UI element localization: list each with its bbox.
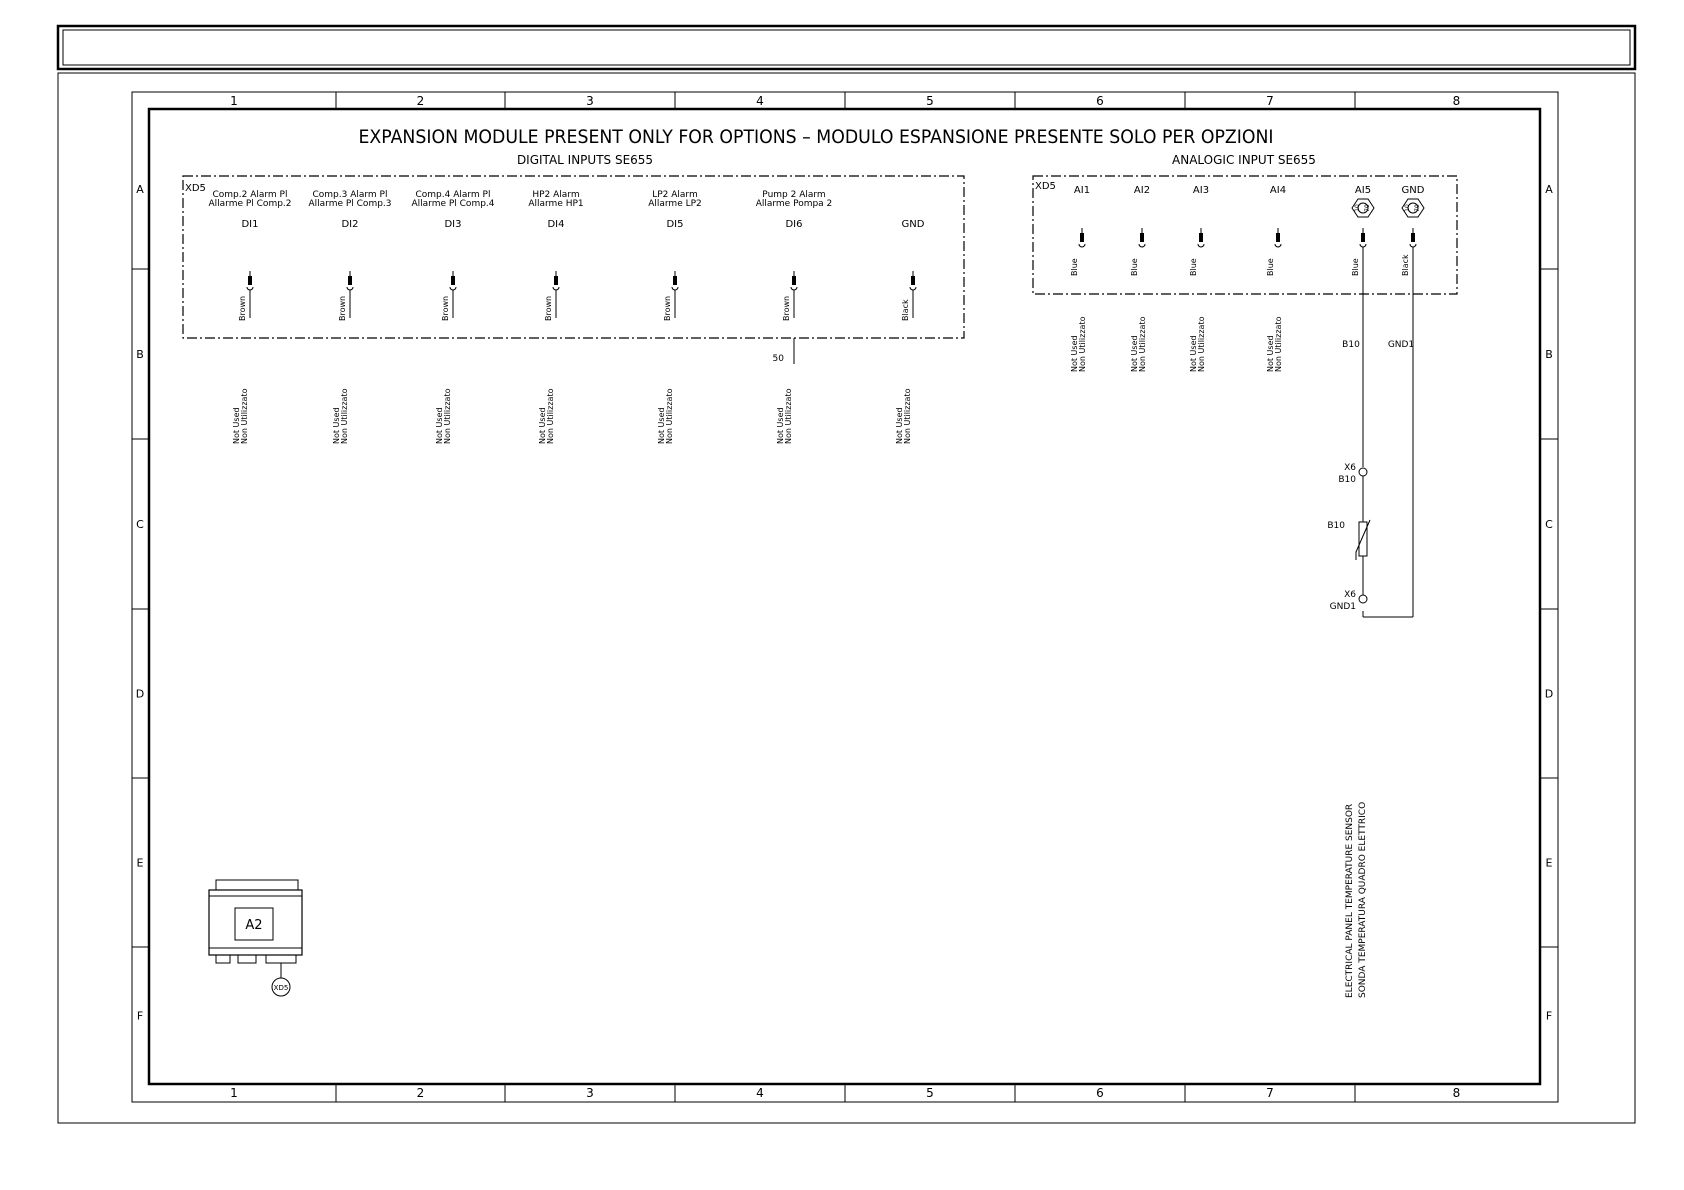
wire-color-label: Brown — [338, 295, 347, 321]
thermistor-b10 — [1359, 522, 1367, 556]
sensor-description-it: SONDA TEMPERATURA QUADRO ELETTRICO — [1358, 801, 1368, 998]
status-label-it: Non Utilizzato — [665, 388, 674, 444]
digital-input-di1 — [208, 190, 291, 444]
column-label-top: 8 — [1452, 94, 1461, 108]
terminal-label: DI3 — [444, 219, 462, 230]
sensor-b10-label: B10 — [1327, 521, 1345, 531]
column-label-bottom: 8 — [1452, 1086, 1461, 1100]
row-label-left: E — [136, 856, 144, 870]
connector-pin — [1411, 233, 1415, 242]
terminal-b10-label: B10 — [1338, 475, 1356, 485]
sensor-description-en: ELECTRICAL PANEL TEMPERATURE SENSOR — [1345, 803, 1355, 998]
analog-input-ai3 — [1189, 185, 1209, 372]
wire-color-label: Blue — [1070, 258, 1079, 276]
status-label: Not Used — [1130, 335, 1139, 372]
terminal-label: GND — [901, 219, 925, 230]
status-label-it: Non Utilizzato — [1197, 316, 1206, 372]
terminal-label: AI5 — [1354, 185, 1372, 196]
analog-inputs-section — [1033, 153, 1457, 998]
column-label-top: 1 — [230, 94, 238, 108]
status-label: Not Used — [332, 407, 341, 444]
status-label-it: Non Utilizzato — [340, 388, 349, 444]
status-label: Not Used — [1266, 335, 1275, 372]
row-label-left: A — [136, 183, 144, 196]
column-label-top: 2 — [416, 94, 425, 108]
column-label-bottom: 6 — [1096, 1086, 1104, 1100]
input-description-it: Allarme Pl Comp.2 — [208, 199, 292, 209]
ferrule-number: 70 — [1364, 204, 1371, 212]
ferrule-number: 70 — [1414, 204, 1421, 212]
ferrule-icon — [1352, 199, 1374, 217]
row-label-left: C — [136, 518, 144, 531]
digital-input-gnd — [895, 219, 925, 444]
column-label-top: 5 — [926, 94, 934, 108]
connector-pin — [348, 276, 352, 285]
input-description-it: Allarme LP2 — [648, 199, 702, 209]
connector-pin — [1140, 233, 1144, 242]
wire-color-label: Blue — [1130, 258, 1139, 276]
terminal-label: AI1 — [1073, 185, 1091, 196]
status-label: Not Used — [435, 407, 444, 444]
status-label: Not Used — [1189, 335, 1198, 372]
status-label-it: Non Utilizzato — [1274, 316, 1283, 372]
status-label-it: Non Utilizzato — [1078, 316, 1087, 372]
terminal-label: AI2 — [1133, 185, 1151, 196]
wire-color-label: Black — [901, 299, 910, 321]
ferrule-number: 10 — [1354, 204, 1361, 212]
analog-inputs-header: ANALOGIC INPUT SE655 — [1172, 153, 1316, 167]
terminal-label: DI2 — [341, 219, 359, 230]
analog-input-ai1 — [1070, 185, 1090, 372]
connector-pin — [1199, 233, 1203, 242]
column-label-bottom: 7 — [1266, 1086, 1274, 1100]
wire-color-label: Blue — [1351, 258, 1360, 276]
row-label-left: D — [135, 687, 145, 701]
digital-inputs-header: DIGITAL INPUTS SE655 — [516, 153, 654, 167]
status-label: Not Used — [657, 407, 666, 444]
analog-xd5-box — [1033, 176, 1457, 294]
terminal-label: GND — [1401, 185, 1425, 196]
status-label-it: Non Utilizzato — [240, 388, 249, 444]
status-label-it: Non Utilizzato — [903, 388, 912, 444]
wire-b10-label: B10 — [1342, 340, 1360, 350]
row-label-right: C — [1545, 518, 1553, 531]
terminal-gnd1-label: GND1 — [1329, 602, 1356, 612]
terminal-label: DI1 — [241, 219, 259, 230]
wire-color-label: Brown — [238, 295, 247, 321]
wire-color-label: Brown — [782, 295, 791, 321]
wire-color-label: Brown — [441, 295, 450, 321]
connector-pin — [673, 276, 677, 285]
connector-pin — [1276, 233, 1280, 242]
digital-xd5-label: XD5 — [185, 183, 206, 194]
module-label: A2 — [245, 918, 263, 933]
module-a2 — [209, 880, 302, 996]
sensor-circuit — [1327, 247, 1414, 998]
terminal-label: DI4 — [547, 219, 565, 230]
row-label-right: B — [1545, 348, 1553, 361]
connector-pin — [554, 276, 558, 285]
digital-input-di3 — [411, 190, 494, 444]
connector-pin — [248, 276, 252, 285]
column-label-bottom: 3 — [586, 1086, 594, 1100]
input-description-it: Allarme Pl Comp.4 — [411, 199, 495, 209]
digital-input-di6 — [756, 190, 833, 444]
column-label-bottom: 4 — [756, 1086, 764, 1100]
input-description-it: Allarme Pl Comp.3 — [308, 199, 392, 209]
connector-pin — [792, 276, 796, 285]
diagram-title: EXPANSION MODULE PRESENT ONLY FOR OPTIONS – MODULO ESPANSIONE PRESENTE SOLO PER OPZIONI — [358, 126, 1274, 148]
analog-input-ai2 — [1130, 185, 1150, 372]
terminal-x6-label-top: X6 — [1344, 463, 1356, 473]
status-label: Not Used — [1070, 335, 1079, 372]
terminal-label: AI3 — [1192, 185, 1210, 196]
sheet-border — [58, 73, 1635, 1123]
module-connector-label: XD5 — [273, 984, 289, 992]
status-label-it: Non Utilizzato — [784, 388, 793, 444]
analog-input-ai4 — [1266, 185, 1286, 372]
wire-color-label: Brown — [544, 295, 553, 321]
connector-pin — [1080, 233, 1084, 242]
input-description-it: Allarme Pompa 2 — [755, 199, 833, 209]
wire-50-label: 50 — [772, 354, 784, 364]
input-description: Comp.2 Alarm Pl — [212, 190, 288, 200]
input-description-it: Allarme HP1 — [528, 199, 584, 209]
digital-input-di5 — [648, 190, 702, 444]
title-block — [58, 26, 1635, 69]
row-label-left: F — [136, 1009, 144, 1023]
row-label-right: E — [1545, 856, 1553, 870]
wire-color-label: Black — [1401, 254, 1410, 276]
status-label: Not Used — [232, 407, 241, 444]
column-label-bottom: 5 — [926, 1086, 934, 1100]
wire-color-label: Blue — [1189, 258, 1198, 276]
digital-input-di4 — [528, 190, 583, 444]
wire-color-label: Blue — [1266, 258, 1275, 276]
input-description: HP2 Alarm — [532, 190, 580, 200]
row-label-right: F — [1545, 1009, 1553, 1023]
terminal-x6-label-bottom: X6 — [1344, 590, 1356, 600]
connector-pin — [1361, 233, 1365, 242]
input-description: Comp.3 Alarm Pl — [312, 190, 388, 200]
column-label-bottom: 1 — [230, 1086, 238, 1100]
input-description: Comp.4 Alarm Pl — [415, 190, 491, 200]
column-label-top: 4 — [756, 94, 764, 108]
column-label-top: 7 — [1266, 94, 1274, 108]
status-label-it: Non Utilizzato — [546, 388, 555, 444]
status-label: Not Used — [776, 407, 785, 444]
column-label-bottom: 2 — [416, 1086, 425, 1100]
status-label: Not Used — [895, 407, 904, 444]
wire-gnd1-label: GND1 — [1387, 340, 1415, 350]
row-label-left: B — [136, 348, 144, 361]
terminal-x6-gnd1 — [1359, 595, 1367, 603]
column-label-top: 6 — [1096, 94, 1104, 108]
row-label-right: A — [1545, 183, 1553, 196]
input-description: LP2 Alarm — [652, 190, 698, 200]
terminal-x6-b10 — [1359, 468, 1367, 476]
connector-pin — [451, 276, 455, 285]
terminal-label: DI5 — [666, 219, 684, 230]
ferrule-number: 10 — [1404, 204, 1411, 212]
status-label-it: Non Utilizzato — [443, 388, 452, 444]
ferrule-icon — [1402, 199, 1424, 217]
wire-color-label: Brown — [663, 295, 672, 321]
status-label-it: Non Utilizzato — [1138, 316, 1147, 372]
digital-input-di2 — [308, 190, 391, 444]
status-label: Not Used — [538, 407, 547, 444]
digital-inputs-section — [183, 153, 964, 444]
terminal-label: DI6 — [785, 219, 803, 230]
input-description: Pump 2 Alarm — [762, 190, 826, 200]
terminal-label: AI4 — [1269, 185, 1287, 196]
analog-xd5-label: XD5 — [1035, 181, 1056, 192]
column-label-top: 3 — [586, 94, 594, 108]
row-label-right: D — [1544, 687, 1554, 701]
connector-pin — [911, 276, 915, 285]
